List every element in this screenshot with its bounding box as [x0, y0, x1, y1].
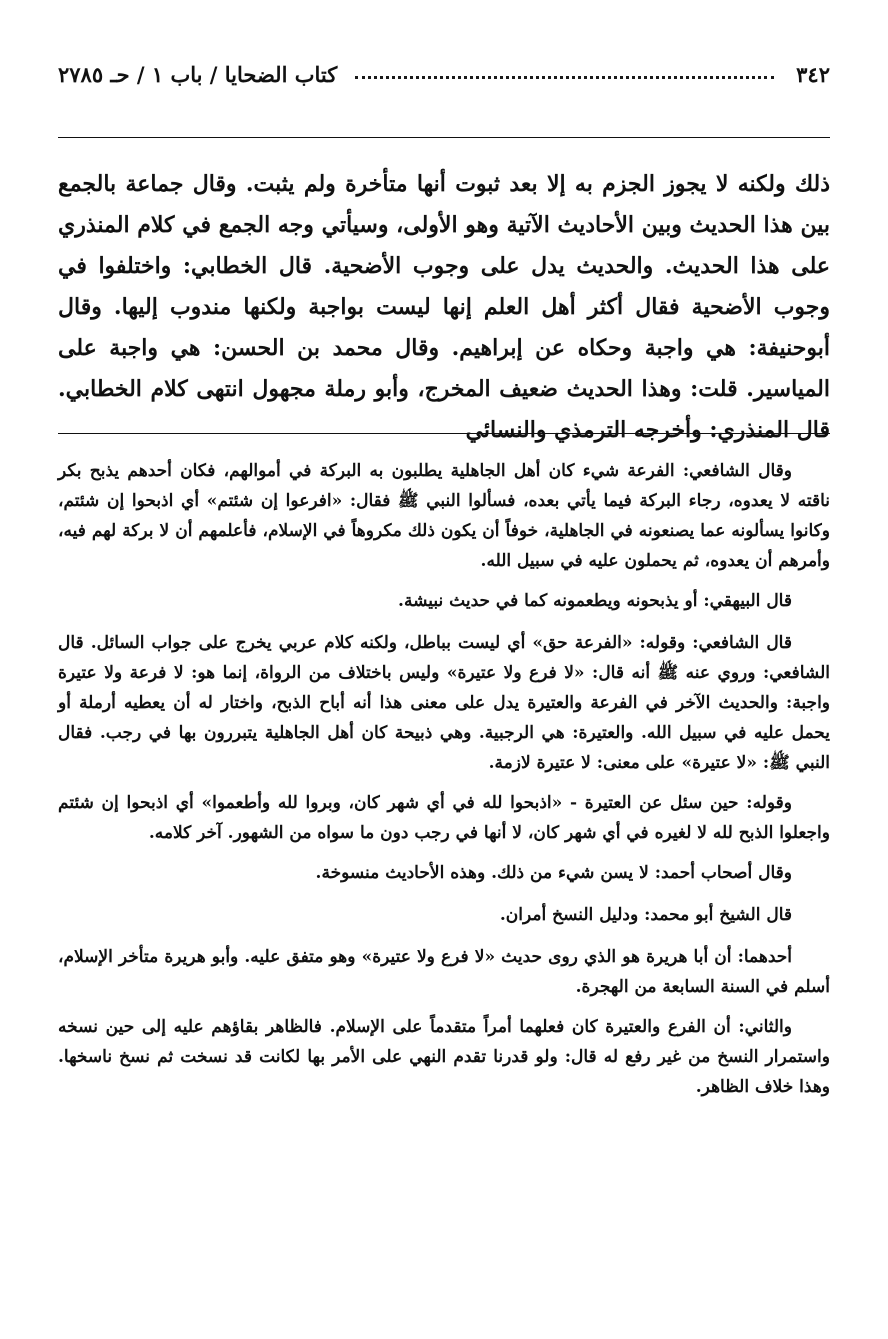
note-paragraph: والثاني: أن الفرع والعتيرة كان فعلهما أمراً متقدماً على الإسلام. فالظاهر بقاؤهم عليه إلى حين نسخه واستمرار النسخ من غير رفع له قال: ولو قدرنا تقدم النهي على الأمر بها لكانت قد نسخت ثم نسخ ناسخها. وهذا خلاف الظاهر. [58, 1017, 830, 1097]
footnote-separator-rule [58, 433, 830, 434]
note-paragraph: وقال أصحاب أحمد: لا يسن شيء من ذلك. وهذه الأحاديث منسوخة. [315, 863, 792, 883]
note-paragraph: قال البيهقي: أو يذبحونه ويطعمونه كما في حديث نبيشة. [398, 591, 792, 611]
page-header [58, 54, 830, 96]
note-paragraph: قال الشافعي: وقوله: «الفرعة حق» أي ليست بباطل، ولكنه كلام عربي يخرج على جواب السائل. قال الشافعي: وروي عنه ﷺ أنه قال: «لا فرع ولا عتيرة» وليس باختلاف من الرواة، إنما هو: لا فرعة ولا عتيرة واجبة: والحديث الآخر في الفرعة والعتيرة يدل على معنى هذا أنه أباح الذبح، واختار له أن يعطيه أرملة أو يحمل عليه في سبيل الله. والعتيرة: هي الرجبية. وهي ذبيحة كان أهل الجاهلية يتبررون بها في رجب. فقال النبي ﷺ: «لا عتيرة» على معنى: لا عتيرة لازمة. [58, 633, 830, 773]
note-paragraph: قال الشيخ أبو محمد: ودليل النسخ أمران. [499, 905, 792, 925]
page-number: ٣٤٢ [796, 62, 830, 88]
main-text-block: ذلك ولكنه لا يجوز الجزم به إلا بعد ثبوت أنها متأخرة ولم يثبت. وقال جماعة بالجمع بين هذا الحديث وبين الأحاديث الآتية وهو الأولى، وسيأتي وجه الجمع في كلام المنذري على هذا الحديث. والحديث يدل على وجوب الأضحية. قال الخطابي: واختلفوا في وجوب الأضحية فقال أكثر أهل العلم إنها ليست بواجبة ولكنها مندوب إليها. وقال أبوحنيفة: هي واجبة وحكاه عن إبراهيم. وقال محمد بن الحسن: هي واجبة على المياسير. قلت: وهذا الحديث ضعيف المخرج، وأبو رملة مجهول انتهى كلام الخطابي. قال المنذري: وأخرجه الترمذي والنسائي [58, 171, 830, 443]
note-paragraph: وقوله: حين سئل عن العتيرة - «اذبحوا لله في أي شهر كان، وبروا لله وأطعموا» أي اذبحوا إن شئتم واجعلوا الذبح لله لا لغيره في أي شهر كان، لا أنها في رجب دون ما سواه من الشهور. آخر كلامه. [58, 793, 830, 843]
note-paragraph: أحدهما: أن أبا هريرة هو الذي روى حديث «لا فرع ولا عتيرة» وهو متفق عليه. وأبو هريرة متأخر الإسلام، أسلم في السنة السابعة من الهجرة. [58, 947, 830, 997]
header-dotted-leader [355, 76, 774, 79]
note-paragraph: وقال الشافعي: الفرعة شيء كان أهل الجاهلية يطلبون به البركة في أموالهم، فكان أحدهم يذبح بكر ناقته لا يعدوه، رجاء البركة فيما يأتي بعده، فسألوا النبي ﷺ فقال: «افرعوا إن شئتم» أي اذبحوا إن شئتم، وكانوا يسألونه عما يصنعونه في الجاهلية، خوفاً أن يكون ذلك مكروهاً في الإسلام، فأعلمهم أن لا بركة لهم فيه، وأمرهم أن يعدوه، ثم يحملون عليه في سبيل الله. [58, 461, 830, 571]
header-rule [58, 137, 830, 138]
running-title: كتاب الضحايا / باب ١ / حـ ٢٧٨٥ [58, 62, 338, 88]
notes-section [58, 456, 830, 1316]
